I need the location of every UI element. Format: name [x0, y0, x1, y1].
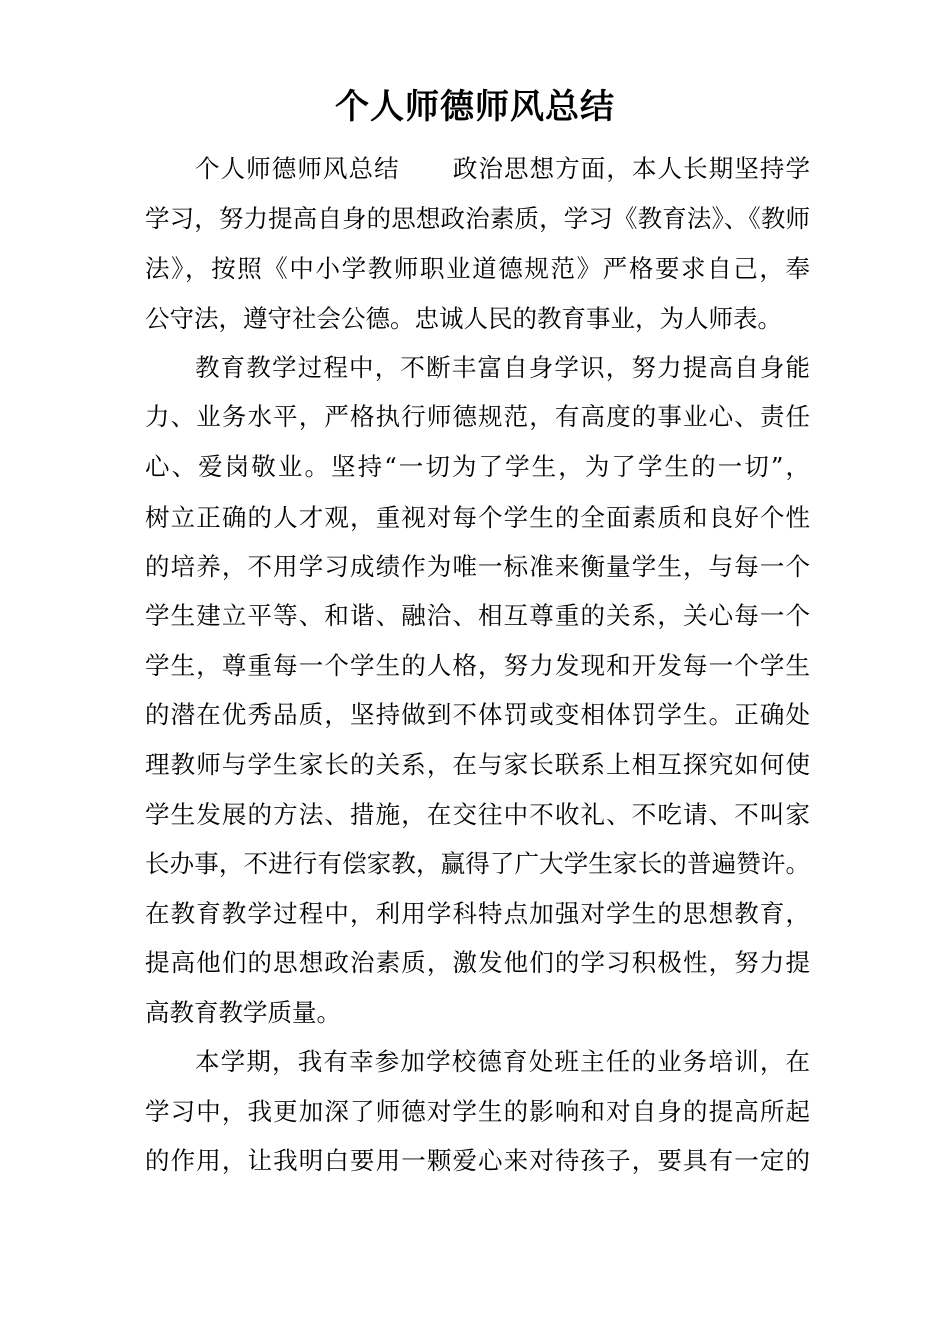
- paragraph-2-line-4: 树立正确的人才观，重视对每个学生的全面素质和良好个性: [145, 503, 810, 532]
- paragraph-1-heading: 个人师德师风总结: [195, 154, 400, 183]
- paragraph-1-line-3: 法》，按照《中小学教师职业道德规范》严格要求自己，奉: [145, 254, 810, 283]
- paragraph-2-line-13: 提高他们的思想政治素质，激发他们的学习积极性，努力提: [145, 948, 810, 977]
- paragraph-1-line-4: 公守法，遵守社会公德。忠诚人民的教育事业，为人师表。: [145, 304, 782, 333]
- paragraph-2-line-8: 的潜在优秀品质，坚持做到不体罚或变相体罚学生。正确处: [145, 700, 810, 729]
- paragraph-2-line-3: 心、爱岗敬业。坚持“一切为了学生，为了学生的一切”，: [145, 452, 810, 481]
- paragraph-2-line-14: 高教育教学质量。: [145, 998, 341, 1027]
- paragraph-2-line-9: 理教师与学生家长的关系，在与家长联系上相互探究如何使: [145, 750, 810, 779]
- paragraph-2-line-12: 在教育教学过程中，利用学科特点加强对学生的思想教育，: [145, 899, 810, 928]
- paragraph-2-line-7: 学生，尊重每一个学生的人格，努力发现和开发每一个学生: [145, 651, 810, 680]
- paragraph-1-line-2: 学习，努力提高自身的思想政治素质，学习《教育法》、《教师: [145, 204, 810, 233]
- paragraph-3-line-2: 学习中，我更加深了师德对学生的影响和对自身的提高所起: [145, 1097, 810, 1126]
- paragraph-2-line-11: 长办事，不进行有偿家教，赢得了广大学生家长的普遍赞许。: [145, 849, 810, 878]
- paragraph-2-line-6: 学生建立平等、和谐、融洽、相互尊重的关系，关心每一个: [145, 601, 810, 630]
- paragraph-2-line-2: 力、业务水平，严格执行师德规范，有高度的事业心、责任: [145, 402, 810, 431]
- paragraph-2-line-10: 学生发展的方法、措施，在交往中不收礼、不吃请、不叫家: [145, 800, 810, 829]
- paragraph-3-line-3: 的作用，让我明白要用一颗爱心来对待孩子，要具有一定的: [145, 1146, 810, 1175]
- paragraph-2-line-1: 教育教学过程中，不断丰富自身学识，努力提高自身能: [195, 353, 810, 382]
- paragraph-3-line-1: 本学期，我有幸参加学校德育处班主任的业务培训，在: [195, 1047, 810, 1076]
- paragraph-1-line-1-text: 政治思想方面，本人长期坚持学: [451, 154, 811, 183]
- paragraph-2-line-5: 的培养，不用学习成绩作为唯一标准来衡量学生，与每一个: [145, 552, 810, 581]
- paragraph-1-line-1: [195, 144, 810, 194]
- document-title: 个人师德师风总结: [335, 87, 615, 127]
